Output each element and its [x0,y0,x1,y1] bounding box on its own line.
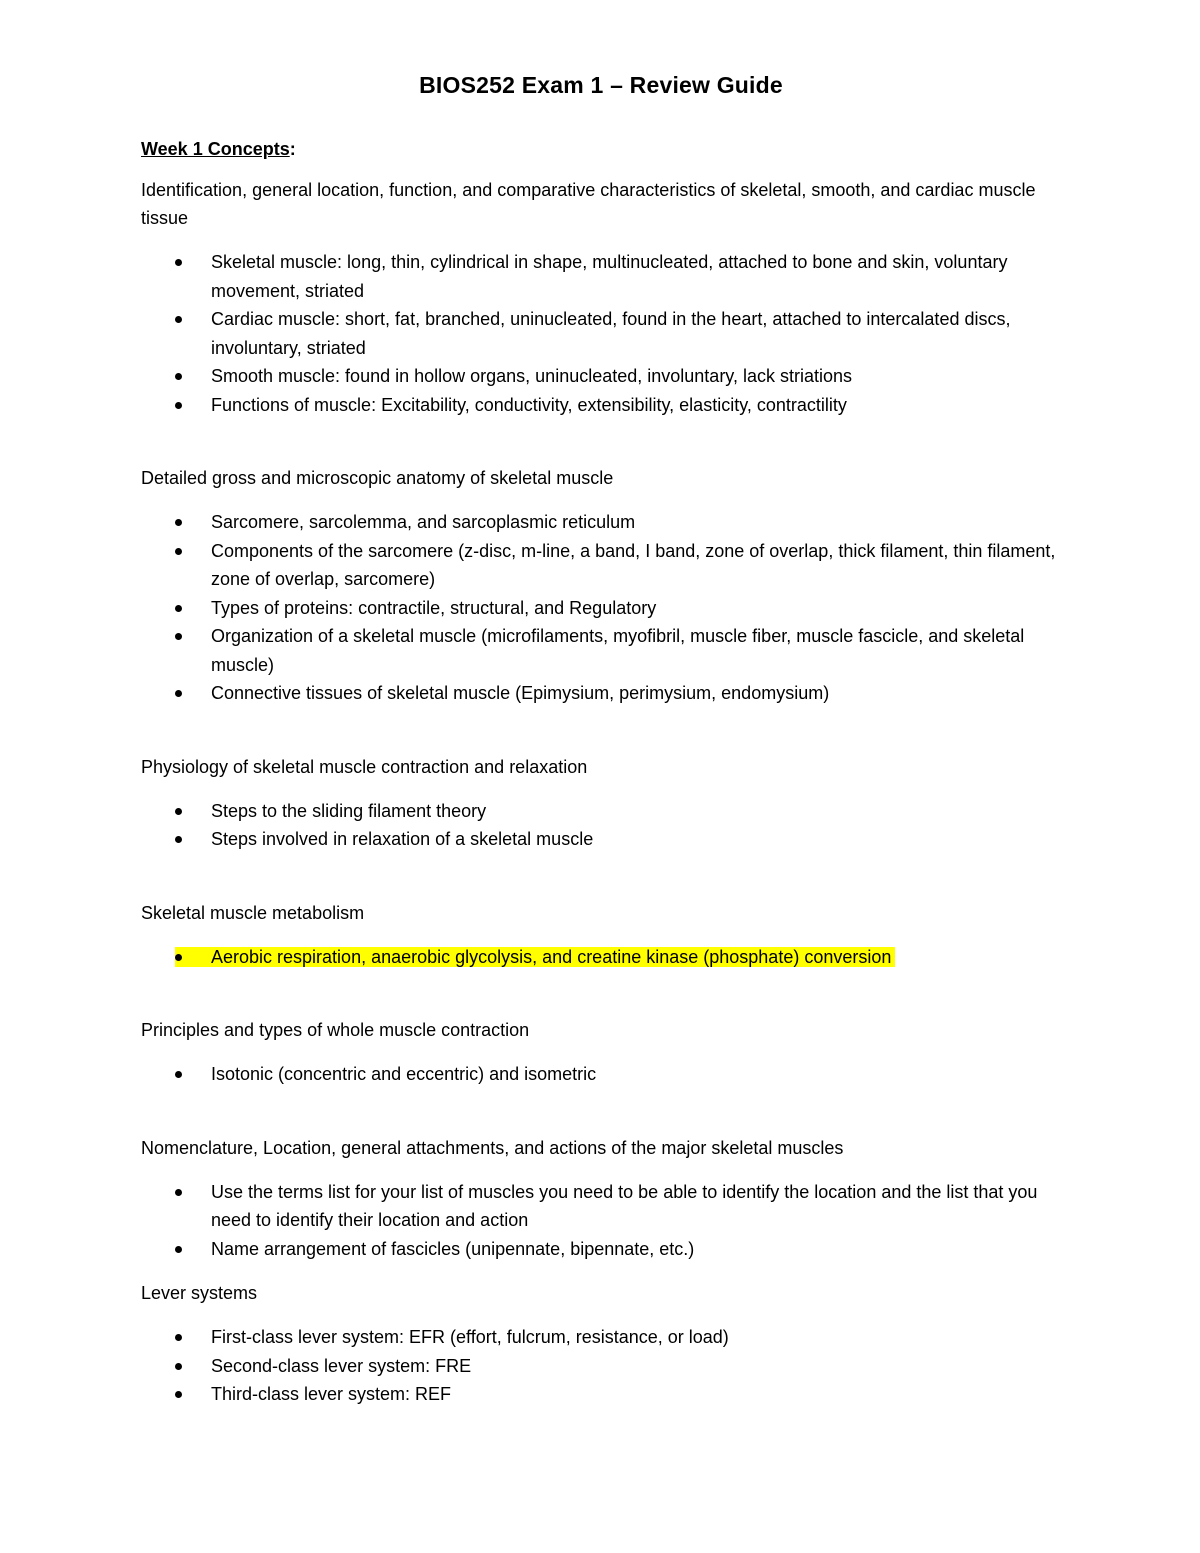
document-title: BIOS252 Exam 1 – Review Guide [419,72,783,98]
list-item-text: Name arrangement of fascicles (unipennate, bipennate, etc.) [211,1238,695,1259]
list-item-text: Isotonic (concentric and eccentric) and isometric [211,1064,597,1084]
list-item [141,679,1061,708]
highlighted-text: Aerobic respiration, anaerobic glycolysis, and creatine kinase (phosphate) conversion [175,947,895,967]
list-item-text: Smooth muscle: found in hollow organs, uninucleated, involuntary, lack striations [211,366,853,386]
bullet-icon [175,808,182,815]
list-item [141,1060,1061,1089]
list-item-text: Components of the sarcomere (z-disc, m-line, a band, I band, zone of overlap, thick filament, thin filament, zone of overlap, sarcomere) [211,540,1056,589]
bullet-icon [175,633,182,640]
list-item [141,1235,1061,1264]
list-item [141,1380,1061,1409]
list-item [141,1178,1061,1235]
list-item [141,508,1061,537]
section-heading-physiology: Physiology of skeletal muscle contraction and relaxation [141,756,588,777]
list-item-text: Skeletal muscle: long, thin, cylindrical in shape, multinucleated, attached to bone and skin, voluntary movement, striated [211,252,1008,301]
bullet-icon [175,548,182,555]
list-item-text: Cardiac muscle: short, fat, branched, uninucleated, found in the heart, attached to intercalated discs, involuntary, striated [211,309,1011,358]
bullet-list-anatomy [141,508,1061,708]
bullet-icon [175,690,182,697]
list-item-text: Types of proteins: contractile, structural, and Regulatory [211,597,657,618]
list-item [141,1352,1061,1381]
list-item-text: Functions of muscle: Excitability, conductivity, extensibility, elasticity, contractility [211,394,847,415]
list-item-text: Use the terms list for your list of muscles you need to be able to identify the location and the list that you need to identify their location and action [211,1181,1038,1230]
list-item [141,622,1061,679]
list-item [141,797,1061,826]
list-item [141,594,1061,623]
list-item [141,825,1061,854]
list-item-text: Connective tissues of skeletal muscle (Epimysium, perimysium, endomysium) [211,683,830,703]
list-item-text: Second-class lever system: FRE [211,1355,472,1376]
section-heading-muscle-tissue: Identification, general location, function, and comparative characteristics of skeletal, smooth, and cardiac muscle tissue [141,180,1036,228]
section-heading-lever-systems: Lever systems [141,1283,258,1303]
bullet-list-nomenclature [141,1178,1061,1264]
list-item-text: Third-class lever system: REF [211,1384,452,1404]
bullet-icon [175,1071,182,1078]
bullet-list-contraction-types [141,1060,1061,1089]
list-item-text: Steps to the sliding filament theory [211,800,487,821]
bullet-icon [175,1334,182,1341]
bullet-icon [175,1246,182,1253]
list-item [141,248,1061,305]
bullet-icon [175,402,182,409]
list-item [141,391,1061,420]
bullet-icon [175,954,182,961]
week-heading [141,139,1061,160]
list-item [141,537,1061,594]
bullet-list-lever-systems [141,1323,1061,1409]
list-item-highlighted [141,943,1061,972]
week-heading-colon: : [289,139,296,159]
section-heading-metabolism: Skeletal muscle metabolism [141,902,365,923]
bullet-icon [175,519,182,526]
list-item [141,305,1061,362]
bullet-icon [175,316,182,323]
bullet-icon [175,259,182,266]
section-heading-contraction-types: Principles and types of whole muscle contraction [141,1020,530,1040]
bullet-list-physiology [141,797,1061,854]
list-item-text: Sarcomere, sarcolemma, and sarcoplasmic reticulum [211,512,636,532]
section-heading-anatomy: Detailed gross and microscopic anatomy of skeletal muscle [141,468,614,488]
document-page [141,72,1061,1409]
bullet-icon [175,1189,182,1196]
section-heading-nomenclature: Nomenclature, Location, general attachments, and actions of the major skeletal muscles [141,1137,844,1158]
bullet-icon [175,836,182,843]
bullet-list-muscle-tissue [141,248,1061,419]
bullet-icon [175,1391,182,1398]
week-heading-text: Week 1 Concepts [141,139,290,159]
bullet-icon [175,605,182,612]
bullet-icon [175,1363,182,1370]
list-item [141,362,1061,391]
bullet-icon [175,373,182,380]
list-item [141,1323,1061,1352]
bullet-list-metabolism [141,943,1061,972]
list-item-text: Organization of a skeletal muscle (microfilaments, myofibril, muscle fiber, muscle fascicle, and skeletal muscle) [211,626,1025,675]
list-item-text: Steps involved in relaxation of a skeletal muscle [211,829,594,849]
list-item-text: First-class lever system: EFR (effort, fulcrum, resistance, or load) [211,1327,729,1347]
